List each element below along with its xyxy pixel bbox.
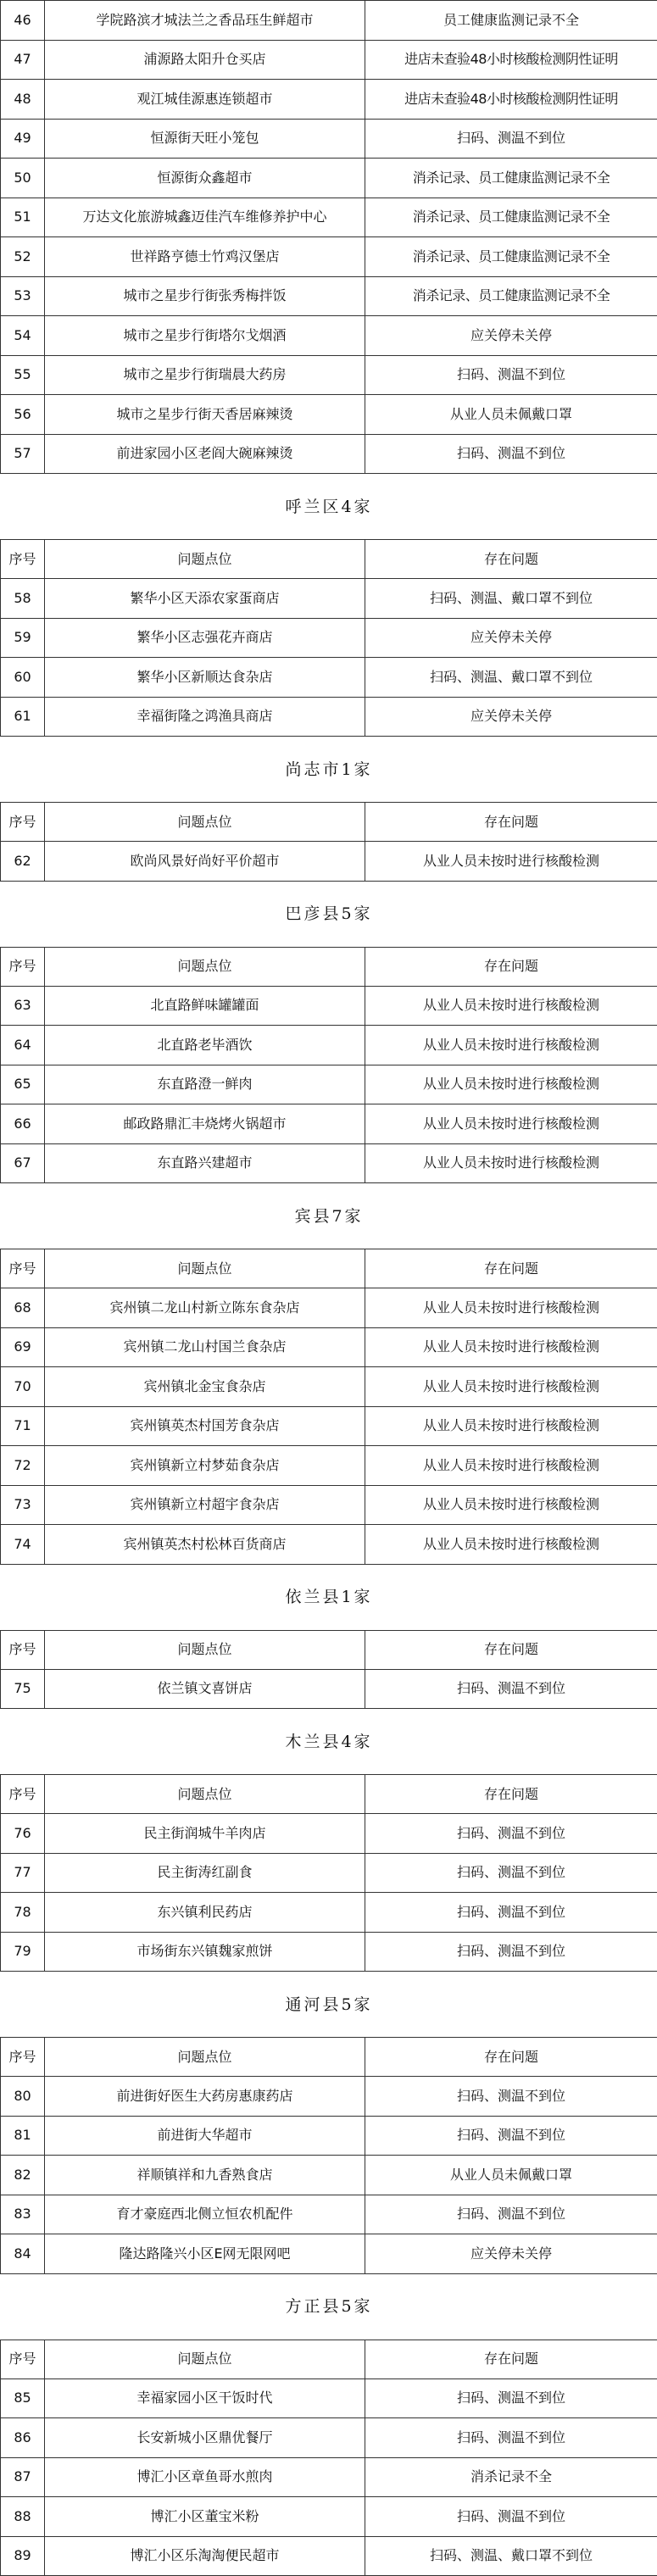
table-header-row [1,2340,657,2378]
row-number: 65 [1,1065,45,1104]
table-row [1,579,657,619]
row-location: 繁华小区志强花卉商店 [45,618,365,658]
row-issue: 扫码、测温不到位 [365,355,657,395]
row-issue: 应关停未关停 [365,316,657,356]
row-location: 城市之星步行街张秀梅拌饭 [45,276,365,316]
row-location: 宾州镇北金宝食杂店 [45,1367,365,1407]
table-row [1,1143,657,1183]
row-issue: 扫码、测温不到位 [365,1669,657,1709]
row-number: 87 [1,2457,45,2497]
header-seq: 序号 [1,2340,45,2378]
row-location: 东直路兴建超市 [45,1143,365,1183]
header-seq: 序号 [1,540,45,579]
header-location: 问题点位 [45,1249,365,1288]
table-row [1,986,657,1026]
row-number: 54 [1,316,45,356]
header-seq: 序号 [1,1630,45,1669]
row-location: 宾州镇二龙山村新立陈东食杂店 [45,1288,365,1328]
row-location: 市场街东兴镇魏家煎饼 [45,1932,365,1972]
section-title-row [1,1564,657,1630]
row-location: 恒源街天旺小笼包 [45,119,365,159]
row-issue: 消杀记录、员工健康监测记录不全 [365,159,657,198]
row-number: 66 [1,1104,45,1144]
table-row [1,80,657,120]
header-seq: 序号 [1,2038,45,2077]
row-issue: 消杀记录、员工健康监测记录不全 [365,276,657,316]
row-issue: 应关停未关停 [365,2234,657,2274]
row-number: 59 [1,618,45,658]
row-location: 民主街涛红副食 [45,1853,365,1893]
table-row [1,658,657,698]
row-issue: 从业人员未按时进行核酸检测 [365,1525,657,1565]
section-title: 方正县5家 [1,2273,657,2340]
row-number: 73 [1,1485,45,1525]
header-seq: 序号 [1,1775,45,1814]
row-number: 76 [1,1814,45,1854]
section-title-row [1,1972,657,2038]
row-number: 81 [1,2116,45,2156]
row-issue: 扫码、测温不到位 [365,2116,657,2156]
row-location: 宾州镇二龙山村国兰食杂店 [45,1327,365,1367]
row-issue: 从业人员未按时进行核酸检测 [365,1406,657,1446]
row-location: 博汇小区乐淘淘便民超市 [45,2536,365,2576]
section-title: 巴彦县5家 [1,881,657,947]
table-row [1,1,657,41]
table-header-row [1,1775,657,1814]
section-title-row [1,737,657,803]
row-number: 72 [1,1446,45,1486]
table-row [1,697,657,737]
row-location: 长安新城小区鼎优餐厅 [45,2418,365,2458]
row-issue: 从业人员未按时进行核酸检测 [365,1065,657,1104]
row-issue: 从业人员未佩戴口罩 [365,2156,657,2195]
row-number: 52 [1,237,45,277]
table-header-row [1,1249,657,1288]
row-location: 学院路滨才城法兰之香品珏生鲜超市 [45,1,365,41]
table-row [1,237,657,277]
section-title-row [1,1709,657,1775]
table-row [1,316,657,356]
row-number: 77 [1,1853,45,1893]
row-number: 57 [1,434,45,474]
table-row [1,1065,657,1104]
section-title-row [1,881,657,947]
header-seq: 序号 [1,947,45,986]
table-header-row [1,1630,657,1669]
row-location: 欧尚风景好尚好平价超市 [45,842,365,882]
row-location: 宾州镇英杰村松林百货商店 [45,1525,365,1565]
table-row [1,2077,657,2117]
row-location: 博汇小区董宝米粉 [45,2497,365,2537]
table-row [1,1327,657,1367]
row-number: 50 [1,159,45,198]
row-location: 东兴镇利民药店 [45,1893,365,1933]
table-row [1,1525,657,1565]
table-row [1,1893,657,1933]
table-row [1,1288,657,1328]
header-issue: 存在问题 [365,540,657,579]
table-header-row [1,2038,657,2077]
row-location: 依兰镇文喜饼店 [45,1669,365,1709]
row-location: 世祥路亨德士竹鸡汉堡店 [45,237,365,277]
section-title-row [1,2273,657,2340]
table-row [1,2156,657,2195]
row-issue: 消杀记录、员工健康监测记录不全 [365,237,657,277]
table-row [1,1104,657,1144]
row-location: 邮政路鼎汇丰烧烤火锅超市 [45,1104,365,1144]
row-number: 84 [1,2234,45,2274]
row-issue: 扫码、测温不到位 [365,1853,657,1893]
row-location: 北直路鲜味罐罐面 [45,986,365,1026]
row-location: 民主街润城牛羊肉店 [45,1814,365,1854]
row-issue: 从业人员未按时进行核酸检测 [365,1143,657,1183]
row-issue: 扫码、测温不到位 [365,434,657,474]
table-row [1,2234,657,2274]
row-issue: 员工健康监测记录不全 [365,1,657,41]
row-location: 前进街大华超市 [45,2116,365,2156]
table-header-row [1,947,657,986]
header-location: 问题点位 [45,1775,365,1814]
row-location: 宾州镇新立村梦茹食杂店 [45,1446,365,1486]
row-number: 88 [1,2497,45,2537]
row-number: 86 [1,2418,45,2458]
row-number: 64 [1,1026,45,1065]
table-row [1,2418,657,2458]
table-row [1,276,657,316]
row-location: 幸福家园小区干饭时代 [45,2378,365,2418]
row-issue: 从业人员未按时进行核酸检测 [365,1026,657,1065]
table-row [1,395,657,435]
row-issue: 从业人员未按时进行核酸检测 [365,1446,657,1486]
row-issue: 从业人员未按时进行核酸检测 [365,1485,657,1525]
header-location: 问题点位 [45,947,365,986]
row-number: 75 [1,1669,45,1709]
row-location: 浦源路太阳升仓买店 [45,40,365,80]
section-title: 宾县7家 [1,1183,657,1249]
row-issue: 扫码、测温不到位 [365,2195,657,2234]
row-number: 47 [1,40,45,80]
row-issue: 从业人员未按时进行核酸检测 [365,1104,657,1144]
row-number: 46 [1,1,45,41]
row-issue: 扫码、测温不到位 [365,2077,657,2117]
row-location: 城市之星步行街瑞晨大药房 [45,355,365,395]
table-row [1,2195,657,2234]
table-row [1,198,657,237]
row-issue: 扫码、测温不到位 [365,1893,657,1933]
row-issue: 从业人员未按时进行核酸检测 [365,842,657,882]
row-number: 49 [1,119,45,159]
table-row [1,1485,657,1525]
row-number: 78 [1,1893,45,1933]
row-issue: 从业人员未按时进行核酸检测 [365,1327,657,1367]
row-number: 62 [1,842,45,882]
row-location: 北直路老毕酒饮 [45,1026,365,1065]
row-number: 74 [1,1525,45,1565]
row-location: 育才豪庭西北侧立恒农机配件 [45,2195,365,2234]
row-location: 祥顺镇祥和九香熟食店 [45,2156,365,2195]
row-number: 83 [1,2195,45,2234]
row-location: 前进家园小区老阎大碗麻辣烫 [45,434,365,474]
row-location: 前进街好医生大药房惠康药店 [45,2077,365,2117]
table-header-row [1,540,657,579]
table-row [1,1814,657,1854]
row-issue: 从业人员未按时进行核酸检测 [365,986,657,1026]
row-location: 观江城佳源惠连锁超市 [45,80,365,120]
row-number: 70 [1,1367,45,1407]
header-issue: 存在问题 [365,1775,657,1814]
section-title: 通河县5家 [1,1972,657,2038]
row-number: 71 [1,1406,45,1446]
row-number: 82 [1,2156,45,2195]
row-location: 幸福街隆之鸿渔具商店 [45,697,365,737]
row-issue: 消杀记录不全 [365,2457,657,2497]
inspection-table-body [1,1,657,2576]
row-number: 69 [1,1327,45,1367]
header-location: 问题点位 [45,540,365,579]
row-issue: 扫码、测温不到位 [365,119,657,159]
row-issue: 从业人员未按时进行核酸检测 [365,1288,657,1328]
table-row [1,119,657,159]
table-row [1,2457,657,2497]
table-row [1,159,657,198]
row-number: 51 [1,198,45,237]
table-row [1,618,657,658]
header-issue: 存在问题 [365,2340,657,2378]
table-row [1,434,657,474]
row-location: 繁华小区天添农家蛋商店 [45,579,365,619]
row-issue: 扫码、测温、戴口罩不到位 [365,658,657,698]
row-location: 城市之星步行街天香居麻辣烫 [45,395,365,435]
header-seq: 序号 [1,1249,45,1288]
section-title: 依兰县1家 [1,1564,657,1630]
header-issue: 存在问题 [365,1630,657,1669]
section-title: 呼兰区4家 [1,474,657,540]
row-location: 宾州镇英杰村国芳食杂店 [45,1406,365,1446]
row-number: 80 [1,2077,45,2117]
row-number: 68 [1,1288,45,1328]
row-number: 53 [1,276,45,316]
row-location: 博汇小区章鱼哥水煎肉 [45,2457,365,2497]
row-number: 56 [1,395,45,435]
table-row [1,2497,657,2537]
row-issue: 扫码、测温、戴口罩不到位 [365,2536,657,2576]
table-row [1,2536,657,2576]
row-issue: 应关停未关停 [365,618,657,658]
row-issue: 进店未查验48小时核酸检测阴性证明 [365,40,657,80]
row-location: 恒源街众鑫超市 [45,159,365,198]
section-title: 木兰县4家 [1,1709,657,1775]
header-issue: 存在问题 [365,803,657,842]
row-location: 城市之星步行街塔尔戈烟酒 [45,316,365,356]
table-row [1,1853,657,1893]
row-issue: 扫码、测温不到位 [365,1814,657,1854]
row-issue: 从业人员未按时进行核酸检测 [365,1367,657,1407]
row-number: 48 [1,80,45,120]
row-number: 85 [1,2378,45,2418]
table-header-row [1,803,657,842]
table-row [1,2378,657,2418]
row-issue: 扫码、测温不到位 [365,2418,657,2458]
table-row [1,1932,657,1972]
row-issue: 扫码、测温、戴口罩不到位 [365,579,657,619]
header-location: 问题点位 [45,2340,365,2378]
header-issue: 存在问题 [365,1249,657,1288]
table-row [1,1446,657,1486]
table-row [1,1026,657,1065]
row-location: 隆达路隆兴小区E网无限网吧 [45,2234,365,2274]
row-number: 55 [1,355,45,395]
row-number: 67 [1,1143,45,1183]
header-location: 问题点位 [45,803,365,842]
section-title-row [1,1183,657,1249]
section-title: 尚志市1家 [1,737,657,803]
row-location: 繁华小区新顺达食杂店 [45,658,365,698]
header-location: 问题点位 [45,1630,365,1669]
row-number: 79 [1,1932,45,1972]
row-number: 60 [1,658,45,698]
row-issue: 扫码、测温不到位 [365,2378,657,2418]
table-row [1,40,657,80]
row-number: 61 [1,697,45,737]
header-seq: 序号 [1,803,45,842]
table-row [1,1669,657,1709]
table-row [1,1367,657,1407]
row-issue: 进店未查验48小时核酸检测阴性证明 [365,80,657,120]
header-issue: 存在问题 [365,2038,657,2077]
row-issue: 应关停未关停 [365,697,657,737]
table-row [1,2116,657,2156]
row-location: 东直路澄一鲜肉 [45,1065,365,1104]
row-number: 89 [1,2536,45,2576]
row-issue: 从业人员未佩戴口罩 [365,395,657,435]
table-row [1,1406,657,1446]
row-number: 63 [1,986,45,1026]
table-row [1,842,657,882]
row-issue: 扫码、测温不到位 [365,1932,657,1972]
header-issue: 存在问题 [365,947,657,986]
row-issue: 消杀记录、员工健康监测记录不全 [365,198,657,237]
table-row [1,355,657,395]
row-issue: 扫码、测温不到位 [365,2497,657,2537]
row-number: 58 [1,579,45,619]
row-location: 万达文化旅游城鑫迈佳汽车维修养护中心 [45,198,365,237]
header-location: 问题点位 [45,2038,365,2077]
row-location: 宾州镇新立村超宇食杂店 [45,1485,365,1525]
section-title-row [1,474,657,540]
